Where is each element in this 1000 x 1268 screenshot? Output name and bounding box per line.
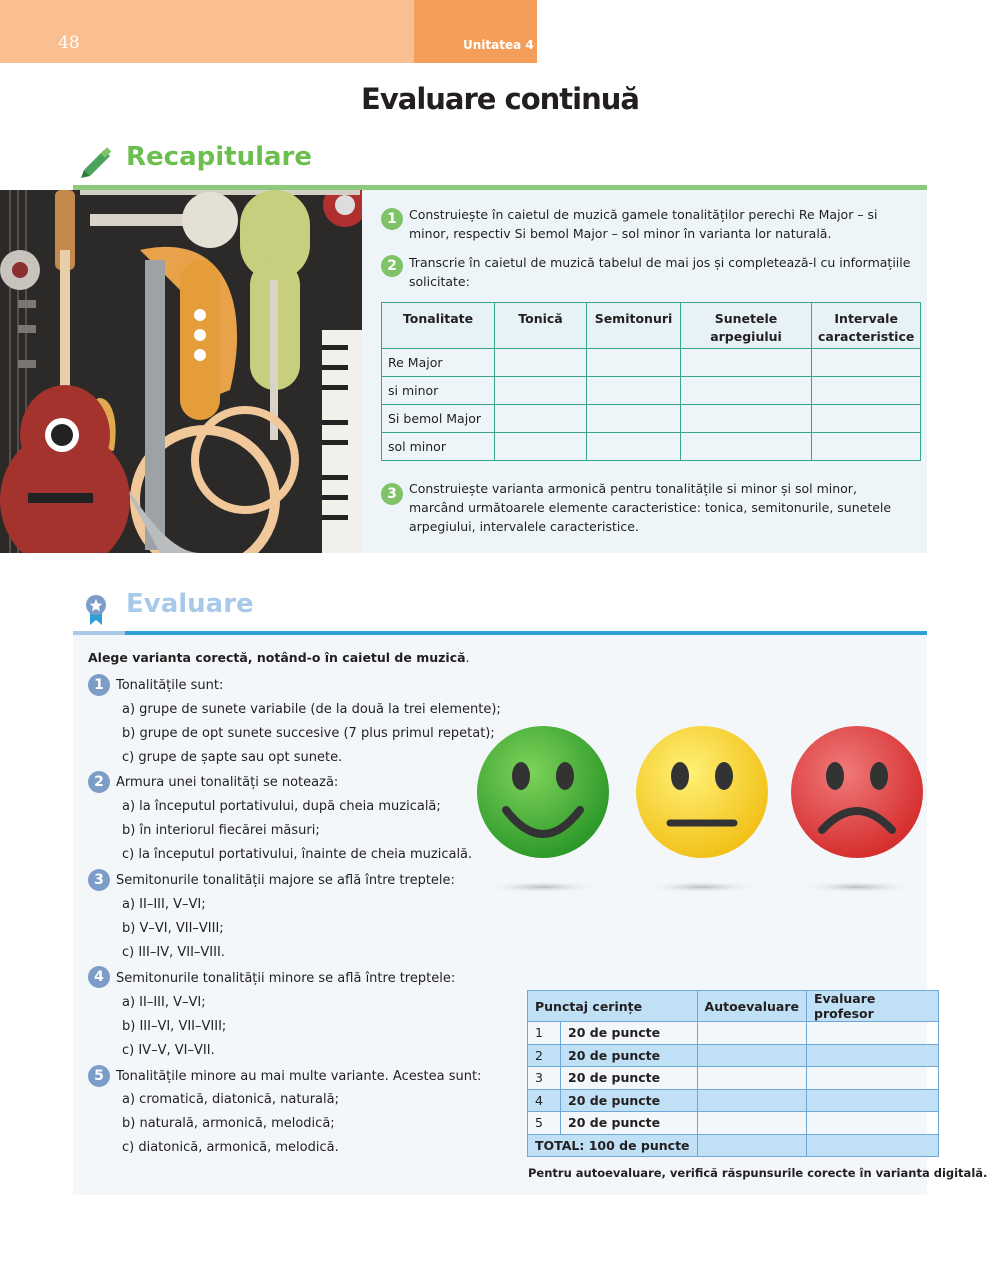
answer-option: a) II–III, V–VI; (122, 897, 206, 912)
tonality-cell: si minor (382, 377, 495, 405)
table-row (382, 405, 921, 433)
faces-illustration (470, 722, 930, 902)
table-row (528, 1089, 939, 1112)
table-header: Tonică (495, 303, 587, 349)
question-number: 5 (88, 1065, 110, 1087)
question-text: Armura unei tonalități se notează: (116, 775, 339, 790)
unit-band (414, 0, 537, 63)
table-header: Autoevaluare (697, 991, 806, 1022)
question-text: Tonalitățile minore au mai multe variante. Acestea sunt: (116, 1069, 482, 1084)
neutral-face-icon (636, 726, 768, 858)
table-header: Semitonuri (587, 303, 681, 349)
question-number: 3 (88, 869, 110, 891)
question-text: Semitonurile tonalității majore se află între treptele: (116, 873, 455, 888)
table-row (528, 1112, 939, 1135)
answer-option: c) diatonică, armonică, melodică. (122, 1140, 339, 1155)
tonality-cell: sol minor (382, 433, 495, 461)
answer-option: c) IV–V, VI–VII. (122, 1043, 215, 1058)
digital-note: Pentru autoevaluare, verifică răspunsurile corecte în varianta digitală. (528, 1166, 988, 1180)
answer-option: b) III–VI, VII–VIII; (122, 1019, 227, 1034)
page-title: Evaluare continuă (361, 82, 639, 116)
answer-option: c) la începutul portativului, înainte de cheia muzicală. (122, 847, 473, 862)
tonality-cell: Si bemol Major (382, 405, 495, 433)
evaluation-instruction: Alege varianta corectă, notând-o în caietul de muzică. (88, 650, 470, 665)
answer-option: c) III–IV, VII–VIII. (122, 945, 225, 960)
answer-option: a) cromatică, diatonică, naturală; (122, 1092, 339, 1107)
question-text: Tonalitățile sunt: (116, 678, 224, 693)
header-band (0, 0, 414, 63)
score-table (527, 990, 939, 1157)
page-number: 48 (58, 33, 80, 53)
table-row (382, 433, 921, 461)
table-row (528, 1067, 939, 1090)
recap-heading: Recapitulare (126, 142, 312, 172)
points-cell: 20 de puncte (561, 1022, 698, 1045)
row-number: 1 (528, 1022, 561, 1045)
unit-label: Unitatea 4 (463, 38, 534, 52)
answer-option: b) grupe de opt sunete succesive (7 plus primul repetat); (122, 726, 495, 741)
sad-face-icon (791, 726, 923, 858)
total-cell: TOTAL: 100 de puncte (528, 1134, 698, 1157)
row-number: 4 (528, 1089, 561, 1112)
row-number: 5 (528, 1112, 561, 1135)
evaluation-heading: Evaluare (126, 589, 254, 619)
table-header: Sunetele arpegiului (681, 303, 812, 349)
table-row (528, 1134, 939, 1157)
answer-option: b) în interiorul fiecărei măsuri; (122, 823, 320, 838)
table-header: Punctaj cerințe (528, 991, 698, 1022)
tonality-table (381, 302, 921, 461)
answer-option: a) grupe de sunete variabile (de la două la trei elemente); (122, 702, 501, 717)
recap-item-number: 1 (381, 208, 403, 230)
table-row (528, 1022, 939, 1045)
recap-item-text: Construiește varianta armonică pentru tonalitățile si minor și sol minor, marcând următoarele elemente caracteristice: tonica, semitonurile, sunetele arpegiului, intervalele caracteristice. (409, 481, 892, 534)
question-number: 4 (88, 966, 110, 988)
recap-item-text: Transcrie în caietul de muzică tabelul de mai jos și completează-l cu informațiile solicitate: (409, 255, 911, 289)
table-header: Tonalitate (382, 303, 495, 349)
instruments-illustration (0, 190, 362, 553)
happy-face-icon (477, 726, 609, 858)
row-number: 2 (528, 1044, 561, 1067)
recap-item-text: Construiește în caietul de muzică gamele tonalităților perechi Re Major – si minor, respectiv Si bemol Major – sol minor în varianta lor naturală. (409, 207, 878, 241)
answer-option: c) grupe de șapte sau opt sunete. (122, 750, 343, 765)
points-cell: 20 de puncte (561, 1067, 698, 1090)
answer-option: b) naturală, armonică, melodică; (122, 1116, 335, 1131)
answer-option: b) V–VI, VII–VIII; (122, 921, 224, 936)
question-number: 2 (88, 771, 110, 793)
table-header: Evaluare profesor (807, 991, 939, 1022)
recap-item-number: 3 (381, 483, 403, 505)
table-row (528, 1044, 939, 1067)
points-cell: 20 de puncte (561, 1044, 698, 1067)
question-text: Semitonurile tonalității minore se află între treptele: (116, 971, 456, 986)
table-row (382, 377, 921, 405)
answer-option: a) la începutul portativului, după cheia muzicală; (122, 799, 441, 814)
tonality-cell: Re Major (382, 349, 495, 377)
points-cell: 20 de puncte (561, 1112, 698, 1135)
recap-item-number: 2 (381, 255, 403, 277)
badge-icon (84, 594, 108, 626)
question-number: 1 (88, 674, 110, 696)
table-row (382, 349, 921, 377)
row-number: 3 (528, 1067, 561, 1090)
table-header: Intervale caracteristice (812, 303, 921, 349)
pencil-icon (78, 146, 114, 180)
points-cell: 20 de puncte (561, 1089, 698, 1112)
answer-option: a) II–III, V–VI; (122, 995, 206, 1010)
